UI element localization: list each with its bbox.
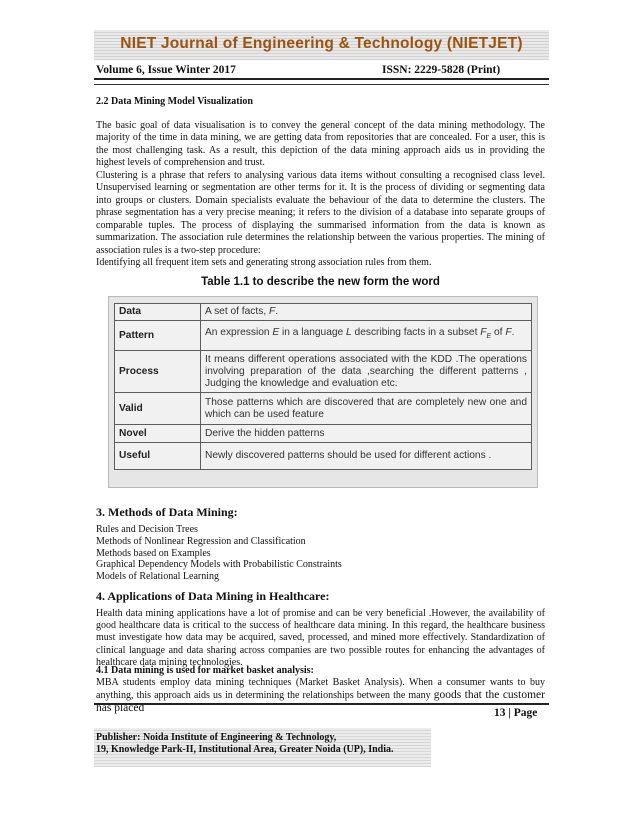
section-3 [96,505,545,583]
list-item: Graphical Dependency Models with Probabilistic Constraints [96,559,342,571]
publisher-line-1: Publisher: Noida Institute of Engineering & Technology, [96,732,337,743]
paragraph-visualisation: The basic goal of data visualisation is to convey the general concept of the data mining methodology. The majority of the time in data mining, we are getting data from repositories that are concealed. For a user, this is the most challenging task. As a result, this depiction of the data mining approach aids us in providing the highest levels of comprehension and trust. [96,119,545,168]
publisher-box [94,728,431,767]
section-2-2 [96,96,545,270]
table-term: Novel [115,425,201,443]
table-definition: Derive the hidden patterns [201,425,532,443]
definitions-table [114,303,532,470]
table-definition: An expression E in a language L describing facts in a subset $F_E$ of F. [201,321,532,351]
table-term: Useful [115,443,201,470]
table-caption: Table 1.1 to describe the new form the word [201,276,440,288]
list-item: Methods based on Examples [96,547,211,559]
publisher-line-2: 19, Knowledge Park-II, Institutional Area, Greater Noida (UP), India. [96,744,394,755]
table-definition: Newly discovered patterns should be used for different actions . [201,443,532,470]
header-divider [94,84,549,85]
table-term: Process [115,351,201,393]
table-row [115,393,532,425]
table-row [115,321,532,351]
table-row [115,425,532,443]
section-2-2-title: 2.2 Data Mining Model Visualization [96,96,253,107]
table-definition: It means different operations associated with the KDD .The operations involving preparation of the data ,searching the different patterns , Judging the knowledge and evaluation etc. [201,351,532,393]
section-3-title: 3. Methods of Data Mining: [96,505,238,519]
table-definition: A set of facts, F. [201,304,532,321]
table-term: Data [115,304,201,321]
paragraph-healthcare: Health data mining applications have a lot of promise and can be very beneficial .However, the availability of good healthcare data is critical to the success of healthcare data mining. In this regard, the healthcare business must investigate how data may be acquired, saved, processed, and mined more effectively. Standardization of clinical language and data sharing across companies are two possible routes for enhancing the advantages of healthcare data mining technologies. [96,608,545,668]
journal-title: NIET Journal of Engineering & Technology (NIETJET) [120,35,523,52]
list-item: Rules and Decision Trees [96,524,198,535]
table-term: Valid [115,393,201,425]
page-number: 13 | Page [494,707,538,719]
section-4 [96,589,545,669]
journal-title-banner [94,30,549,60]
table-row [115,304,532,321]
footer-divider [94,703,549,705]
section-4-1-title: 4.1 Data mining is used for market basket analysis: [96,665,314,676]
issn-label: ISSN: 2229-5828 (Print) [382,64,501,76]
table-term: Pattern [115,321,201,351]
paragraph-market-basket-end: goods that the customer has placed [96,689,545,715]
section-4-title: 4. Applications of Data Mining in Healthcare: [96,589,330,603]
volume-label: Volume 6, Issue Winter 2017 [96,64,236,76]
list-item: Methods of Nonlinear Regression and Classification [96,535,306,547]
definitions-table-figure [108,296,538,488]
table-definition: Those patterns which are discovered that are completely new one and which can be used feature [201,393,532,425]
section-4-1 [96,665,545,716]
paragraph-frequent-itemsets: Identifying all frequent item sets and generating strong association rules from them. [96,257,432,268]
list-item: Models of Relational Learning [96,571,220,583]
issue-info-row [94,62,549,80]
paragraph-clustering: Clustering is a phrase that refers to analysing various data items without consulting a recognised class level. Unsupervised learning or segmentation are other terms for it. It is the process of dividing or segmenting data into groups or clusters. Domain specialists evaluate the behaviour of the data to determine the clusters. The phrase segmentation has a very precise meaning; it refers to the division of a database into separate groups of comparable tuples. The process of displaying the summarised information from the data is known as summarization. The association rule determines the relationship between the various properties. The mining of association rules is a two-step procedure: [96,169,545,256]
table-row [115,443,532,470]
table-row [115,351,532,393]
paragraph-market-basket-start: MBA students employ data mining techniques (Market Basket Analysis). When a consumer wants to buy anything, this approach aids us in determining the relationships between the many [96,677,545,702]
paragraph-market-basket [96,677,545,716]
